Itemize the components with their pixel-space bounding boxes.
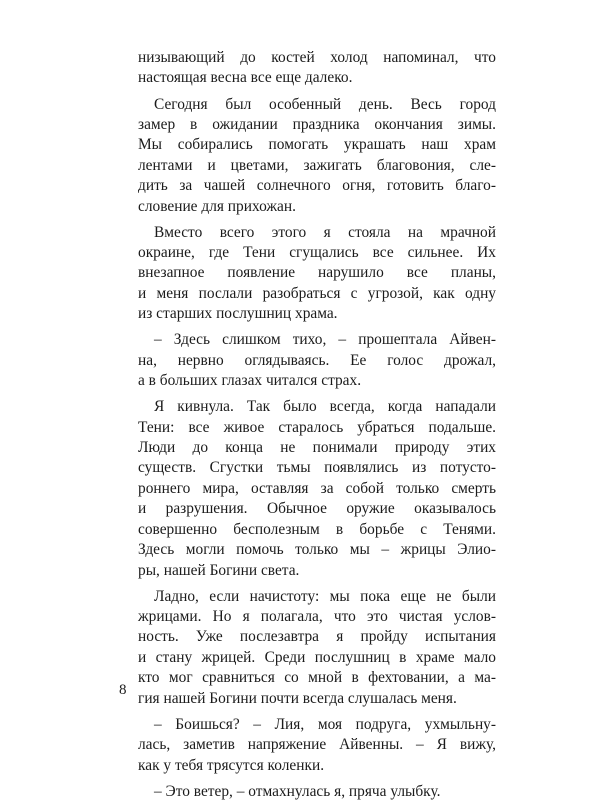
- text-line: и меня послали разобраться с угрозой, как одну: [138, 284, 496, 302]
- text-line: как у тебя трясутся коленки.: [138, 756, 325, 774]
- text-line: лентами и цветами, зажигать благовония, сле-: [138, 156, 496, 174]
- paragraph: [138, 223, 496, 325]
- text-line: Здесь могли помочь только мы – жрицы Элио-: [138, 541, 496, 559]
- text-line: совершенно бесполезным в борьбе с Тенями.: [138, 520, 496, 538]
- text-line: – Это ветер, – отмахнулась я, пряча улыбку.: [154, 782, 441, 800]
- text-line: низывающий до костей холод напоминал, что: [138, 49, 496, 66]
- text-line: роннего мира, оставляя за собой только смерть: [138, 479, 496, 497]
- page-number: 8: [119, 682, 127, 698]
- text-line: – Боишься? – Лия, моя подруга, ухмыльну-: [154, 715, 496, 733]
- paragraph: [138, 715, 496, 776]
- body-text: [138, 48, 496, 808]
- text-line: и разрушения. Обычное оружие оказывалось: [138, 500, 496, 518]
- text-line: настоящая весна все еще далеко.: [138, 69, 353, 87]
- text-line: Мы собирались помогать украшать наш храм: [138, 136, 496, 154]
- text-line: Тени: все живое старалось убраться подальше.: [138, 418, 496, 436]
- text-line: а в больших глазах читался страх.: [138, 372, 362, 390]
- text-line: на, нервно оглядываясь. Ее голос дрожал,: [138, 351, 496, 369]
- text-line: и стану жрицей. Среди послушниц в храме мало: [138, 648, 496, 666]
- text-line: Сегодня был особенный день. Весь город: [154, 95, 496, 113]
- text-line: внезапное появление нарушило все планы,: [138, 264, 496, 282]
- text-line: ры, нашей Богини света.: [138, 561, 300, 579]
- text-line: Вместо всего этого я стояла на мрачной: [154, 223, 496, 241]
- text-line: жрицами. Но я полагала, что это чистая услов-: [138, 608, 496, 625]
- text-line: Ладно, если начистоту: мы пока еще не были: [154, 587, 496, 605]
- text-line: – Здесь слишком тихо, – прошептала Айвен-: [154, 331, 496, 349]
- text-line: существ. Сгустки тьмы появлялись из потусто-: [138, 459, 496, 477]
- text-line: дить за чашей солнечного огня, готовить благо-: [138, 177, 496, 195]
- paragraph: [138, 95, 496, 217]
- text-line: словение для прихожан.: [138, 197, 296, 215]
- text-line: замер в ожидании праздника окончания зимы.: [138, 115, 496, 133]
- paragraph: [138, 48, 496, 89]
- text-line: из старших послушниц храма.: [138, 305, 338, 323]
- paragraph: [138, 587, 496, 709]
- text-line: гия нашей Богини почти всегда слушалась меня.: [138, 689, 457, 707]
- text-line: Я кивнула. Так было всегда, когда нападали: [154, 398, 496, 416]
- text-line: кто мог сравниться со мной в фехтовании, а ма-: [138, 669, 496, 687]
- text-line: лась, заметив напряжение Айвенны. – Я вижу,: [138, 736, 496, 754]
- text-line: ность. Уже послезавтра я пройду испытания: [138, 628, 496, 646]
- text-line: Люди до конца не понимали природу этих: [138, 439, 496, 457]
- text-line: окраине, где Тени сгущались все сильнее. Их: [138, 244, 496, 262]
- paragraph: [138, 782, 496, 802]
- paragraph: [138, 397, 496, 581]
- paragraph: [138, 330, 496, 391]
